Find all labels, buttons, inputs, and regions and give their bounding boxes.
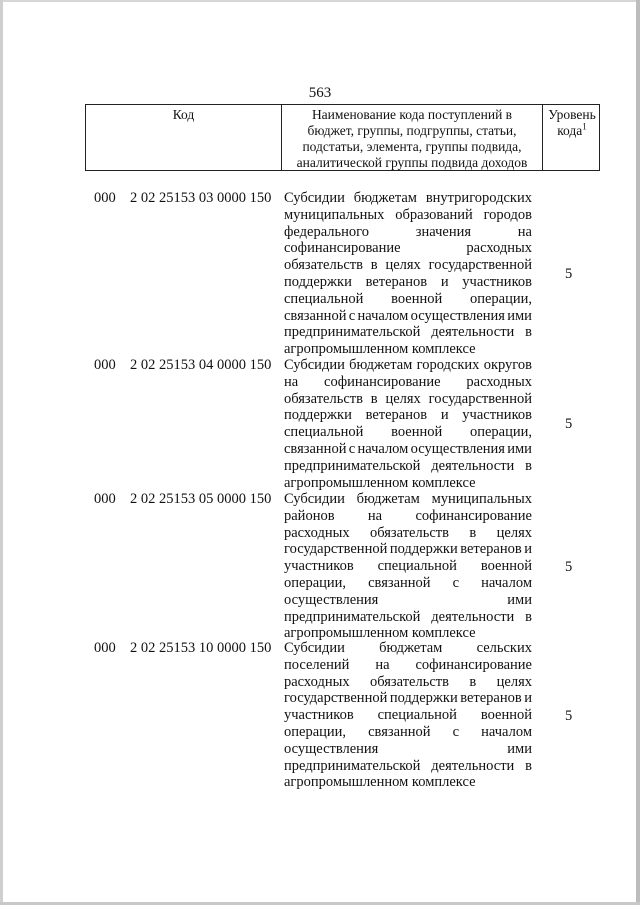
row-name-line: связанной с началом осуществления ими xyxy=(284,307,532,324)
row-name-line: софинансирование расходных xyxy=(284,240,532,257)
row-name-line: поселений на софинансирование xyxy=(284,656,532,673)
row-name-line: осуществления ими xyxy=(284,740,532,757)
row-name-line: специальной военной операции, xyxy=(284,424,532,441)
header-level-line1: Уровень xyxy=(548,107,596,122)
row-level: 5 xyxy=(565,416,573,433)
row-income-code: 2 02 25153 05 0000 150 xyxy=(130,491,272,507)
scan-edge-top xyxy=(0,0,640,2)
row-name-line: Субсидии бюджетам внутригородских xyxy=(284,190,532,206)
scan-edge-right xyxy=(636,0,640,905)
row-name-line: обязательств в целях государственной xyxy=(284,257,532,274)
row-name-line: агропромышленном комплексе xyxy=(284,474,476,491)
row-name-line: обязательств в целях государственной xyxy=(284,390,532,407)
row-name xyxy=(284,357,532,491)
row-level: 5 xyxy=(565,707,573,724)
row-name-line: Субсидии бюджетам городских округов xyxy=(284,357,532,373)
row-name-line: федерального значения на xyxy=(284,223,532,240)
header-code-label: Код xyxy=(172,107,195,122)
row-name-line: предпринимательской деятельности в xyxy=(284,757,532,774)
row-name-line: Субсидии бюджетам сельских xyxy=(284,640,532,656)
row-income-code: 2 02 25153 10 0000 150 xyxy=(130,640,272,656)
row-name-line: осуществления ими xyxy=(284,591,532,608)
row-name-line: государственной поддержки ветеранов и xyxy=(284,690,532,707)
row-income-code: 2 02 25153 03 0000 150 xyxy=(130,190,272,206)
row-name-line: государственной поддержки ветеранов и xyxy=(284,541,532,558)
row-admin-code: 000 xyxy=(94,357,116,373)
row-name-line: на софинансирование расходных xyxy=(284,373,532,390)
row-name-line: связанной с началом осуществления ими xyxy=(284,440,532,457)
row-name-line: операции, связанной с началом xyxy=(284,574,532,591)
row-admin-code: 000 xyxy=(94,640,116,656)
row-name-line: предпринимательской деятельности в xyxy=(284,457,532,474)
row-name-line: агропромышленном комплексе xyxy=(284,774,476,791)
row-name-line: агропромышленном комплексе xyxy=(284,341,476,358)
row-name-line: районов на софинансирование xyxy=(284,507,532,524)
row-name xyxy=(284,640,532,791)
row-name-line: агропромышленном комплексе xyxy=(284,625,476,642)
row-admin-code: 000 xyxy=(94,491,116,507)
footnote-mark: 1 xyxy=(582,121,587,132)
row-name-line: предпринимательской деятельности в xyxy=(284,324,532,341)
header-name xyxy=(282,105,543,170)
header-name-line: аналитической группы подвида доходов xyxy=(296,155,528,170)
row-level: 5 xyxy=(565,558,573,575)
page-number: 563 xyxy=(308,85,332,101)
row-name-line: муниципальных образований городов xyxy=(284,206,532,223)
row-name-line: предпринимательской деятельности в xyxy=(284,608,532,625)
header-name-line: подстатьи, элемента, группы подвида, xyxy=(302,139,522,154)
row-name-line: операции, связанной с началом xyxy=(284,723,532,740)
row-name-line: специальной военной операции, xyxy=(284,290,532,307)
header-name-line: Наименование кода поступлений в xyxy=(311,107,513,122)
header-level-line2 xyxy=(543,123,601,139)
header-code xyxy=(86,105,282,170)
row-name-line: поддержки ветеранов и участников xyxy=(284,273,532,290)
header-level xyxy=(543,105,601,170)
row-level: 5 xyxy=(565,266,573,282)
row-name-line: расходных обязательств в целях xyxy=(284,673,532,690)
row-name-line: расходных обязательств в целях xyxy=(284,524,532,541)
row-name-line: Субсидии бюджетам муниципальных xyxy=(284,491,532,507)
header-name-line: бюджет, группы, подгруппы, статьи, xyxy=(307,123,517,138)
row-name xyxy=(284,491,532,642)
row-admin-code: 000 xyxy=(94,190,116,206)
row-name-line: участников специальной военной xyxy=(284,707,532,724)
table-header xyxy=(85,104,600,171)
row-income-code: 2 02 25153 04 0000 150 xyxy=(130,357,272,373)
row-name xyxy=(284,190,532,358)
row-name-line: участников специальной военной xyxy=(284,558,532,575)
header-level-label: кода xyxy=(557,123,583,138)
scan-edge-left xyxy=(0,0,3,905)
row-name-line: поддержки ветеранов и участников xyxy=(284,407,532,424)
